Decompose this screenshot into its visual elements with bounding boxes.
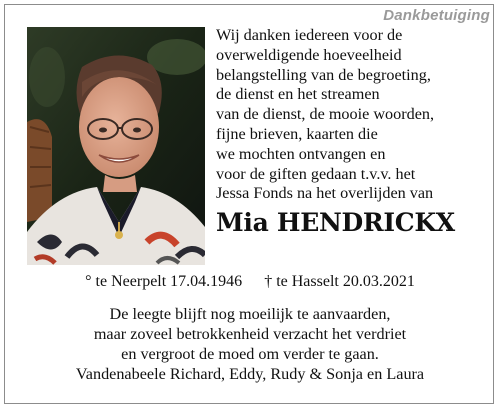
thanks-line: voor de giften gedaan t.v.v. het (216, 164, 416, 183)
closing-line: en vergroot de moed om verder te gaan. (121, 345, 379, 363)
thanks-line: Jessa Fonds na het overlijden van (216, 184, 434, 203)
thanks-line: we mochten ontvangen en (216, 144, 386, 163)
closing-text (0, 304, 500, 384)
thanks-line: Wij danken iedereen voor de (216, 26, 403, 44)
birth-date: ° te Neerpelt 17.04.1946 (85, 273, 243, 290)
thanks-line: van de dienst, de mooie woorden, (216, 105, 435, 124)
death-date: † te Hasselt 20.03.2021 (264, 273, 415, 290)
thanks-text (216, 26, 496, 204)
life-dates (0, 273, 500, 291)
closing-line: De leegte blijft nog moeilijk te aanvaarden, (109, 305, 391, 323)
thanks-line: belangstelling van de begroeting, (216, 65, 431, 84)
thanks-line: overweldigende hoeveelheid (216, 45, 402, 64)
family-signature: Vandenabeele Richard, Eddy, Rudy & Sonja en Laura (75, 365, 425, 383)
thanks-line: fijne brieven, kaarten die (216, 124, 378, 143)
deceased-name: Mia HENDRICKX (216, 208, 455, 237)
closing-line: maar zoveel betrokkenheid verzacht het verdriet (93, 325, 407, 343)
portrait-photo (27, 27, 205, 265)
thanks-line: de dienst en het streamen (216, 85, 380, 104)
category-label: Dankbetuiging (383, 7, 490, 24)
